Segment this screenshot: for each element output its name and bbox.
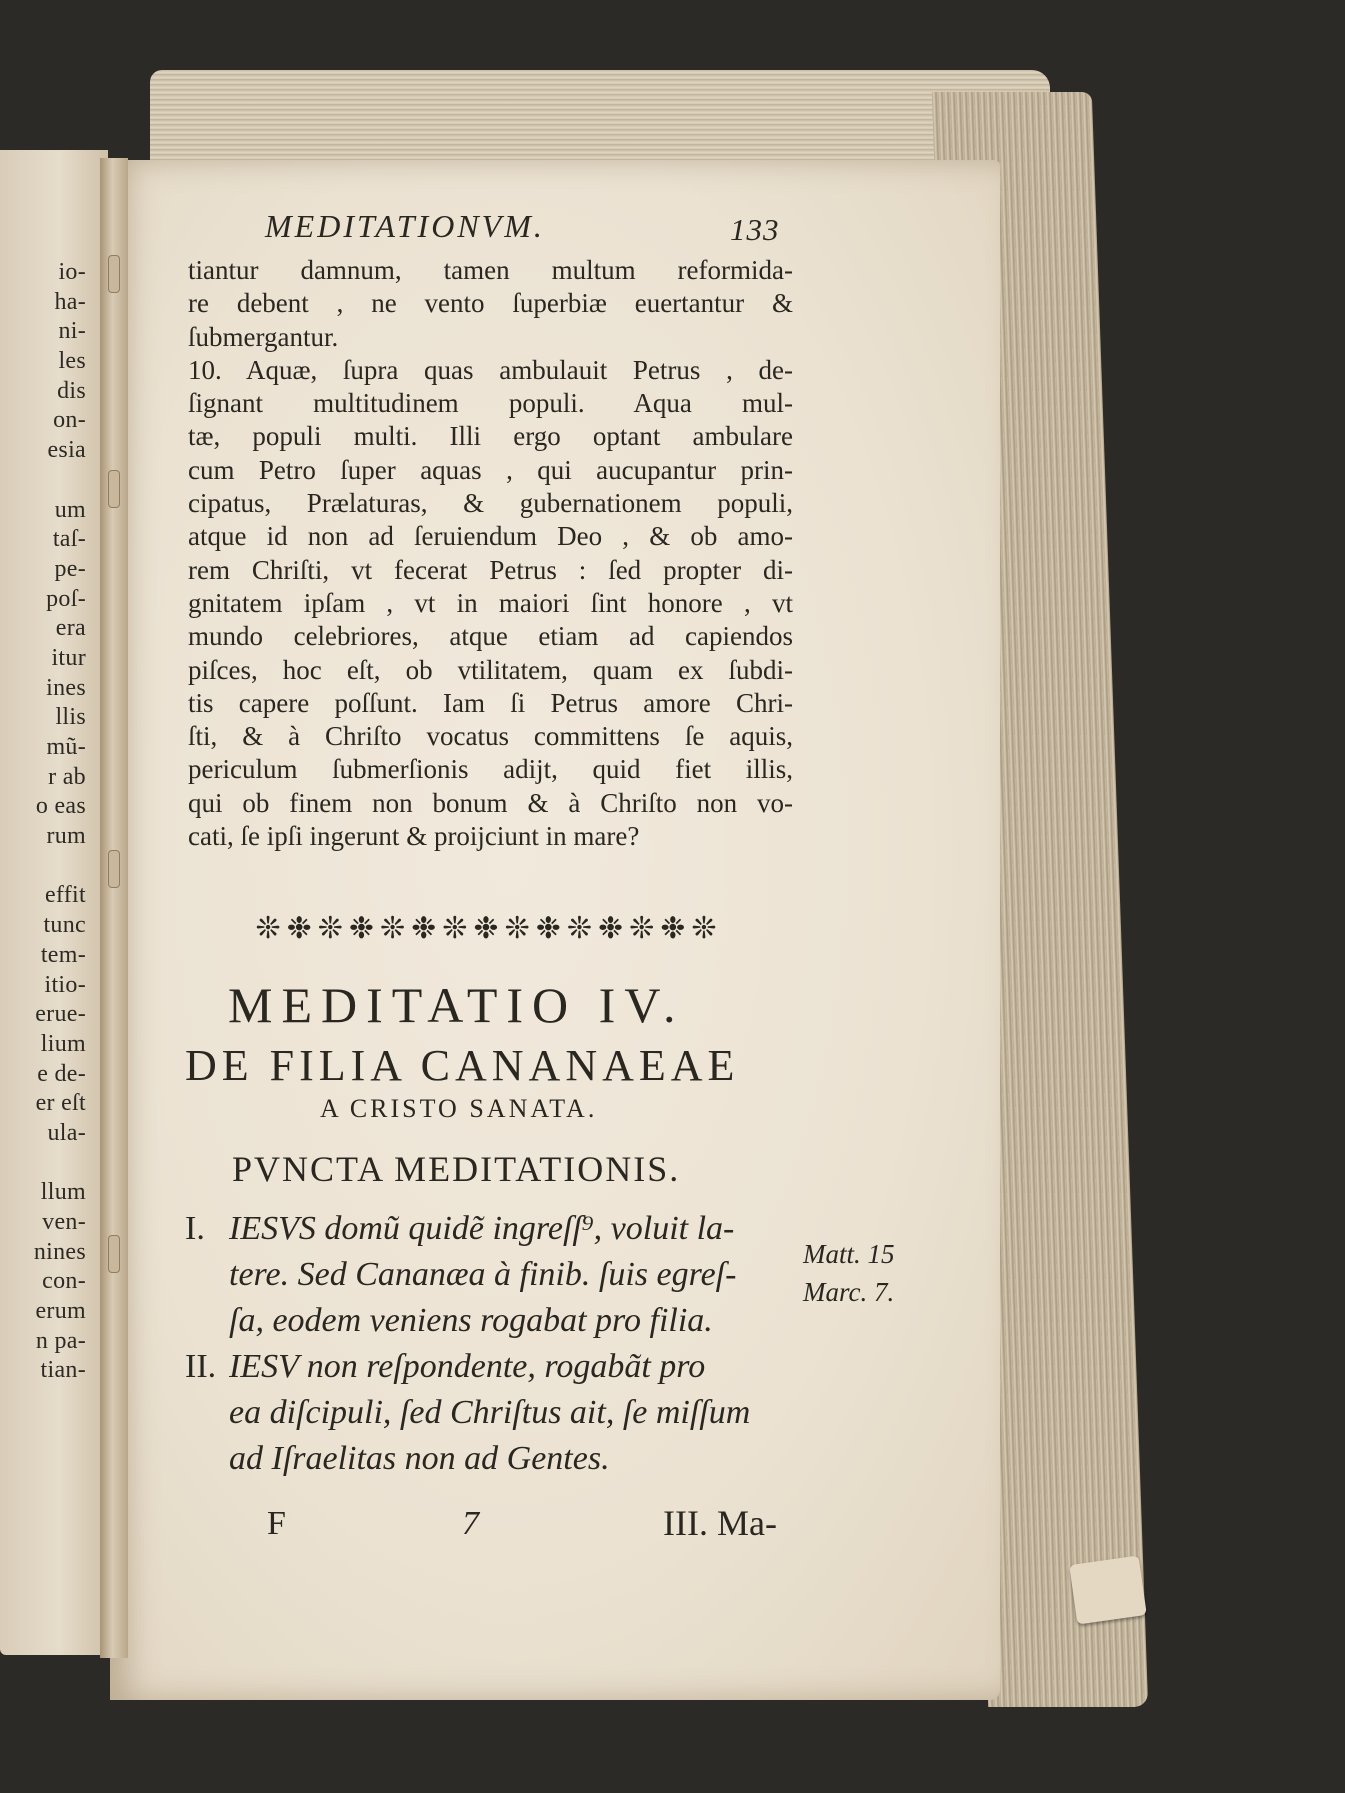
meditatio-heading: MEDITATIO IV. [228, 977, 685, 1033]
body-line: qui ob finem non bonum & à Chriſto non vo- [188, 787, 793, 818]
body-line: cipatus, Prælaturas, & gubernationem populi, [188, 488, 793, 519]
body-text [188, 254, 793, 853]
punctum-line [185, 1206, 790, 1252]
subject-subheading: A CRISTO SANATA. [320, 1094, 598, 1123]
body-line: atque id non ad ſeruiendum Deo , & ob amo- [188, 521, 793, 552]
facing-page-text [0, 258, 86, 1386]
subject-heading: DE FILIA CANANAEAE [185, 1041, 740, 1090]
puncta-list [185, 1206, 790, 1482]
gutter [100, 158, 128, 1658]
facing-line: dis [57, 377, 86, 404]
punctum-number: II. [185, 1348, 217, 1385]
facing-line [0, 852, 86, 882]
facing-line: poſ- [46, 585, 86, 612]
page-number: 133 [730, 212, 780, 247]
facing-line: lium [40, 1030, 86, 1057]
punctum-text: ſa, eodem veniens rogabat pro filia. [229, 1302, 713, 1339]
punctum-text: ea diſcipuli, ſed Chriſtus ait, ſe miſſum [229, 1394, 751, 1431]
binding-stitch [108, 255, 120, 293]
punctum-number: I. [185, 1210, 205, 1247]
signature-number: 7 [462, 1505, 479, 1542]
running-title: MEDITATIONVM. [265, 208, 545, 244]
punctum-line [185, 1436, 790, 1482]
facing-line: ven- [42, 1209, 86, 1235]
binding-stitch [108, 850, 120, 888]
facing-line: itio- [44, 971, 86, 998]
ornament-border [186, 906, 792, 950]
facing-line: llum [40, 1179, 86, 1206]
body-line: ſignant multitudinem populi. Aqua mul- [188, 388, 793, 419]
facing-line: mũ- [46, 734, 86, 760]
facing-line: les [58, 348, 86, 375]
facing-line: tunc [43, 912, 86, 939]
facing-line [0, 466, 86, 496]
punctum-text: IESV non reſpondente, rogabãt pro [229, 1348, 706, 1385]
body-line: cum Petro ſuper aquas , qui aucupantur prin- [188, 454, 793, 485]
body-line: tis capere poſſunt. Iam ſi Petrus amore Chri- [188, 687, 793, 718]
facing-line: tem- [40, 941, 86, 968]
ornament-glyphs: ❊❉❊❉❊❉❊❉❊❉❊❉❊❉❊ [255, 910, 723, 946]
body-line: piſces, hoc eſt, ob vtilitatem, quam ex ſubdi- [188, 654, 793, 685]
facing-line: erum [35, 1298, 86, 1325]
facing-line: e de- [37, 1060, 86, 1087]
punctum-line [185, 1252, 790, 1298]
facing-line: o eas [35, 793, 86, 820]
facing-line: era [55, 615, 86, 642]
punctum-line [185, 1390, 790, 1436]
facing-line: on- [53, 407, 86, 434]
facing-line: ula- [47, 1119, 86, 1146]
facing-line: tian- [40, 1357, 86, 1384]
facing-line: ines [46, 674, 86, 701]
facing-line: io- [58, 259, 86, 285]
facing-line: nines [33, 1238, 86, 1265]
punctum-text: tere. Sed Cananæa à finib. ſuis egreſ- [229, 1256, 737, 1293]
facing-line: itur [51, 644, 86, 671]
facing-line: esia [47, 437, 86, 464]
body-line: rem Chriſti, vt fecerat Petrus : ſed propter di- [188, 554, 793, 585]
binding-stitch [108, 470, 120, 508]
running-head [265, 208, 805, 254]
facing-line: pe- [54, 555, 86, 582]
facing-line: taſ- [52, 526, 86, 553]
facing-line: rum [46, 823, 86, 850]
facing-line: effit [44, 882, 86, 909]
facing-line: ni- [58, 318, 86, 345]
body-line: tæ, populi multi. Illi ergo optant ambulare [188, 421, 793, 452]
margin-references [803, 1235, 895, 1311]
facing-line: r ab [48, 763, 86, 790]
margin-note-matt: Matt. 15 [803, 1239, 895, 1269]
body-line: cati, ſe ipſi ingerunt & proijciunt in mare? [188, 821, 640, 852]
punctum-text: IESVS domũ quidẽ ingreſſ⁹, voluit la- [229, 1210, 735, 1247]
binding-stitch [108, 1235, 120, 1273]
facing-line: ha- [54, 288, 86, 315]
margin-note-marc: Marc. 7. [803, 1277, 895, 1307]
facing-line: llis [55, 704, 86, 731]
facing-line: er eſt [35, 1090, 86, 1117]
facing-line: um [54, 496, 86, 523]
facing-line: n pa- [35, 1327, 86, 1354]
catchword: III. Ma- [663, 1503, 777, 1543]
punctum-line [185, 1298, 790, 1344]
body-line: ſti, & à Chriſto vocatus committens ſe aquis, [188, 721, 793, 752]
body-line: re debent , ne vento ſuperbiæ euertantur & [188, 288, 793, 319]
facing-line [0, 1149, 86, 1179]
body-line: gnitatem ipſam , vt in maiori ſint honore , vt [188, 587, 793, 618]
body-line: mundo celebriores, atque etiam ad capiendos [188, 621, 793, 652]
facing-line: erue- [35, 1001, 86, 1028]
body-line: periculum ſubmerſionis adijt, quid fiet illis, [188, 754, 793, 785]
page-edges-top [150, 70, 1050, 160]
punctum-text: ad Iſraelitas non ad Gentes. [229, 1440, 610, 1477]
body-line: 10. Aquæ, ſupra quas ambulauit Petrus , de- [188, 354, 793, 385]
page-corner-fold [1069, 1555, 1147, 1624]
punctum-line [185, 1344, 790, 1390]
facing-line: con- [42, 1268, 86, 1295]
body-line: ſubmergantur. [188, 321, 339, 352]
signature-mark: F [267, 1505, 286, 1542]
body-line: tiantur damnum, tamen multum reformida- [188, 255, 793, 285]
puncta-heading: PVNCTA MEDITATIONIS. [232, 1149, 681, 1189]
